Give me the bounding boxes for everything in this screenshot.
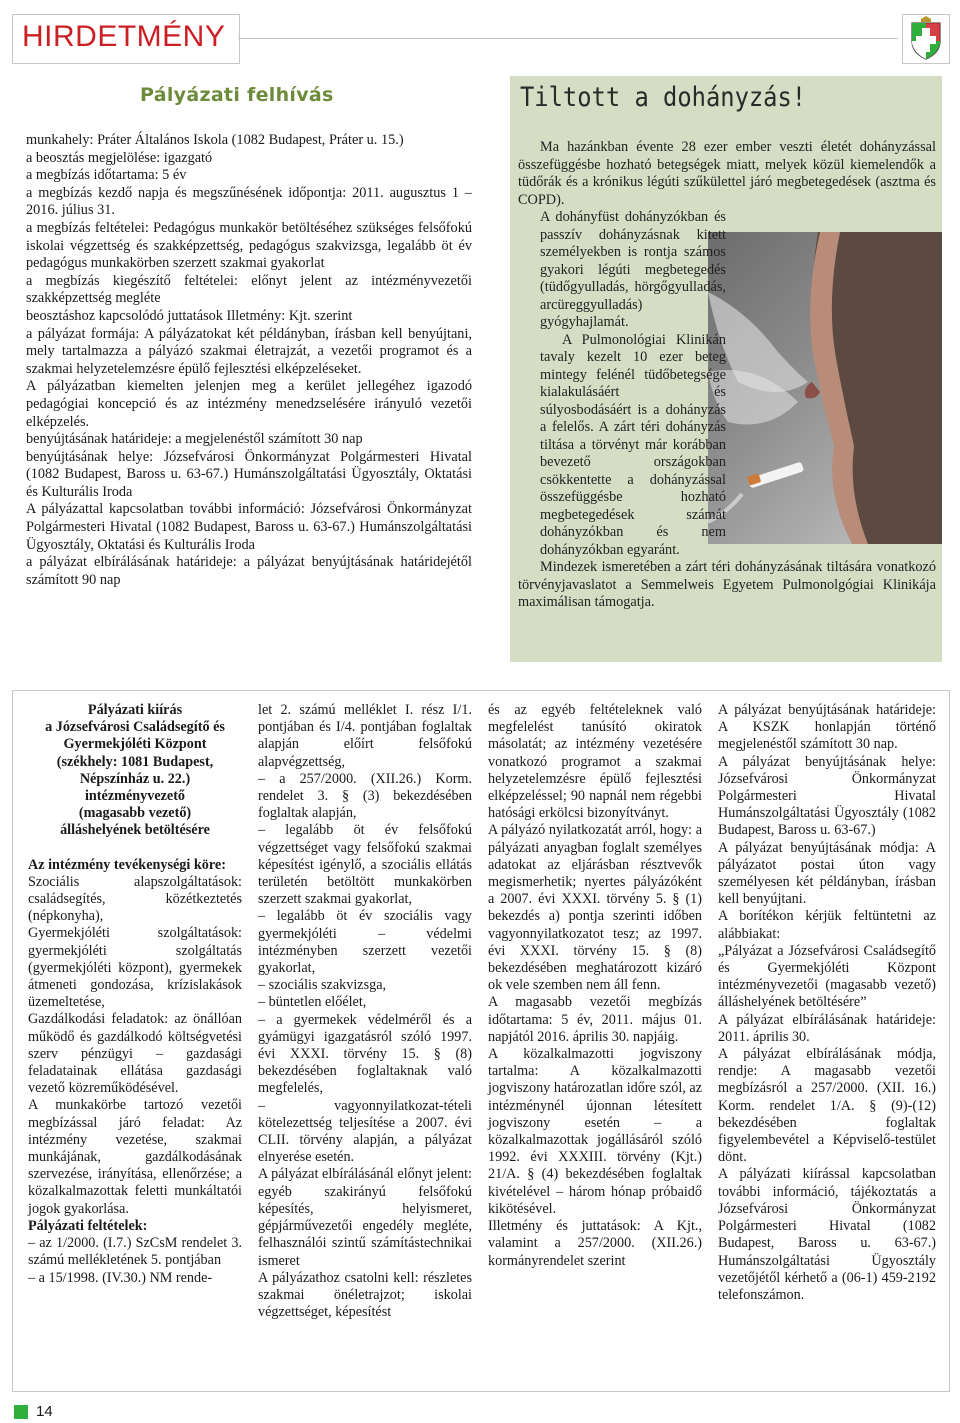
kiiras-column-3 (488, 702, 702, 1270)
palyazat-paragraph: a megbízás időtartama: 5 év (26, 167, 187, 184)
palyazat-paragraph: benyújtásának határideje: a megjelenéstől számított 30 nap (26, 431, 363, 448)
tiltott-paragraph: Ma hazánkban évente 28 ezer ember veszti életét dohányzással összefüggésbe hozható betegségek miatt, melyek közül kiemelendők a tüdőrák és a krónikus légúti szűkülettel járó megbetegedések (asztma és COPD). (518, 139, 936, 208)
palyazat-paragraph: munkahely: Práter Általános Iskola (1082 Budapest, Práter u. 15.) (26, 132, 404, 148)
kiiras-paragraph: A pályázat elbírálásának határideje: 2011. április 30. (718, 1011, 936, 1045)
palyazat-paragraph: A pályázattal kapcsolatban további információ: Józsefvárosi Önkormányzat Polgármesteri Hivatal (1082 Budapest, Baross u. 63-67.) Humánszolgáltatási Ügyosztály, Oktatási és Kulturális Iroda (26, 501, 472, 553)
palyazat-paragraph: a megbízás kiegészítő feltételei: előnyt jelent az intézményvezetői szakképzettség megléte (26, 272, 472, 307)
palyazat-paragraph: a megbízás feltételei: Pedagógus munkakör betöltéséhez szükséges felsőfokú iskolai végzettség és szakképzettség, pedagógus szakvizsga, legalább öt év pedagógus munkakörben szerzett szakmai gyakorlat (26, 219, 472, 272)
kiiras-paragraph: A pályázathoz csatolni kell: részletes szakmai önéletrajzot; iskolai végzettséget, képesítést (258, 1269, 472, 1321)
kiiras-paragraph: A magasabb vezetői megbízás időtartama: 5 év, 2011. május 01. napjától 2016. április 30. napjáig. (488, 994, 702, 1045)
palyazat-paragraph: a beosztás megjelölése: igazgató (26, 149, 213, 166)
kiiras-heading-line: (magasabb vezető) (78, 805, 192, 822)
kiiras-paragraph: Gazdálkodási feladatok: az önállóan működő és gazdálkodó költségvetési szerv pénzügyi – gazdasági feladatainak ellátása gazdasági vezető közreműködésével. (28, 1011, 242, 1097)
palyazat-paragraph: beosztáshoz kapcsolódó juttatások Illetmény: Kjt. szerint (26, 307, 353, 324)
kiiras-paragraph: Az intézmény tevékenységi köre: (28, 856, 226, 873)
kiiras-paragraph: A munkakörbe tartozó vezetői megbízással járó feladat: Az intézmény vezetése, szakmai munkájának, gazdálkodásának szervezése, irányítása, ellenőrzése; a közalkalmazottak feletti munkáltatói jogok gyakorlása. (28, 1097, 242, 1217)
kiiras-paragraph: A pályázat elbírálásánál előnyt jelent: egyéb szakirányú felsőfokú képesítés, helyismeret, gépjárművezetői engedély megléte, felhasználói szintű számítástechnikai ismeret (258, 1166, 472, 1269)
kiiras-heading-line: álláshelyének betöltésére (60, 822, 210, 839)
kiiras-paragraph: Szociális alapszolgáltatások: családsegítés, közétkeztetés (népkonyha), (28, 873, 242, 925)
kiiras-paragraph: A borítékon kérjük feltüntetni az alábbiakat: (718, 908, 936, 942)
kiiras-paragraph: és az egyéb feltételeknek való megfelelést tanúsító okiratok másolatát; az intézmény vezetésére vonatkozó programot a szakmai helyzetelemzésre épülő fejlesztési elképzeléssel; 90 napnál nem régebbi hatósági erkölcsi bizonyítványt. (488, 702, 702, 822)
page-title: HIRDETMÉNY (22, 20, 226, 53)
kiiras-column-1 (28, 702, 242, 1287)
kiiras-heading-line: a Józsefvárosi Családsegítő és Gyermekjóléti Központ (45, 719, 225, 753)
palyazat-body (26, 132, 472, 589)
kiiras-paragraph: A pályázati kiírással kapcsolatban további információ, tájékoztatás a Józsefvárosi Önkormányzat Polgármesteri Hivatal (1082 Budapest, Baross u. 63-67.) Humánszolgáltatási Ügyosztály vezetőjétől kérhető a (06-1) 459-2192 telefonszámon. (718, 1166, 936, 1303)
tiltott-body (518, 139, 936, 612)
kiiras-paragraph: – büntetlen előélet, (258, 994, 367, 1011)
kiiras-paragraph: let 2. számú melléklet I. rész I/1. pontjában és I/4. pontjában foglaltak alapján előírt felsőfokú alapvégzettség, (258, 702, 472, 770)
palyazat-paragraph: a pályázat formája: A pályázatokat két példányban, írásban kell benyújtani, mely tartalmazza a pályázó szakmai életrajzát, a vezetői programot és a szakmai helyzetelemzésre épülő fejlesztési elképzeléseket. (26, 325, 472, 377)
kiiras-paragraph: A pályázat elbírálásának módja, rendje: A magasabb vezetői megbízásról a 257/2000. (XII. 16.) Korm. rendelet 1/A. § (9)-(12) bekezdésében foglaltak figyelembevétel a Képviselő-testület dönt. (718, 1046, 936, 1166)
kiiras-paragraph: A közalkalmazotti jogviszony tartalma: A közalkalmazotti jogviszony határozatlan időre szól, az intézménynél újonnan létesített jogviszony esetén – a közalkalmazottak jogállásáról szóló 1992. évi XXXIII. törvény (Kjt.) 21/A. § (4) bekezdésében foglaltak kivételével – három hónap próbaidő kikötésével. (488, 1046, 702, 1217)
kiiras-paragraph: Pályázati feltételek: (28, 1217, 148, 1234)
tiltott-paragraph: Mindezek ismeretében a zárt téri dohányzásának tiltására vonatkozó törvényjavaslatot a Semmelweis Egyetem Pulmonolgógiai Klinikája maximálisan támogatja. (518, 559, 936, 610)
kiiras-paragraph: A pályázat benyújtásának helye: Józsefvárosi Önkormányzat Polgármesteri Hivatal Humánszolgáltatási Ügyosztály (1082 Budapest, Baross u. 63-67.) (718, 753, 936, 839)
kiiras-heading-line: (székhely: 1081 Budapest, Népszínház u. 22.) (56, 753, 214, 787)
page-marker-icon (14, 1405, 28, 1419)
tiltott-paragraph (518, 332, 936, 560)
kiiras-paragraph: A pályázat benyújtásának határideje: A KSZK honlapján történő megjelenéstől számított 30 nap. (718, 702, 936, 753)
kiiras-paragraph: A pályázó nyilatkozatát arról, hogy: a pályázati anyagban foglalt személyes adatokat az eljárásban résztvevők megismerhetik; nyertes pályázóként a 2007. évi XXXI. törvény 5. § (1) bekezdés a) pontja szerinti időben vagyonnyilatkozatot tesz; az 1997. évi XXXI. törvény 15. § (8) bekezdésében meghatározott kizáró ok vele szemben nem áll fenn. (488, 822, 702, 994)
kiiras-paragraph: – vagyonnyilatkozat-tételi kötelezettség teljesítése a 2007. évi CLII. törvény alapján, a pályázat elnyerése esetén. (258, 1097, 472, 1166)
page-number: 14 (36, 1403, 53, 1420)
logo-box (902, 14, 950, 64)
palyazat-paragraph: a pályázat elbírálásának határideje: a pályázat benyújtásának határidejétől számított 90 nap (26, 554, 472, 588)
header-rule (238, 38, 898, 39)
kiiras-column-2 (258, 702, 472, 1321)
kiiras-paragraph: – legalább öt év szociális vagy gyermekjóléti – védelmi intézményben szerzett vezetői gyakorlat, (258, 908, 472, 977)
kiiras-paragraph: – a 15/1998. (IV.30.) NM rende- (28, 1269, 213, 1286)
spacer (28, 840, 242, 857)
kiiras-paragraph: Illetmény és juttatások: A Kjt., valamint a 257/2000. (XII.26.) kormányrendelet szerint (488, 1218, 702, 1269)
palyazat-heading: Pályázati felhívás (140, 84, 334, 106)
palyazat-paragraph: benyújtásának helye: Józsefvárosi Önkormányzat Polgármesteri Hivatal (1082 Budapest, Baross u. 63-67.) Humánszolgáltatási Ügyosztály, Oktatási és Kulturális Iroda (26, 448, 472, 500)
kiiras-paragraph: – szociális szakvizsga, (258, 977, 387, 994)
tiltott-paragraph (518, 209, 936, 332)
palyazat-paragraph: A pályázatban kiemelten jelenjen meg a kerület jellegéhez igazodó pedagógiai koncepció és az intézmény menedzselésére irányuló vezetői elképzelés. (26, 378, 472, 430)
kiiras-heading-line: Pályázati kiírás (87, 702, 183, 718)
kiiras-paragraph: – a gyermekek védelméről és a gyámügyi igazgatásról szóló 1997. évi XXXI. törvény 15. § (8) bekezdésében foglaltaknak való megfelelés, (258, 1011, 472, 1097)
tiltott-heading: Tiltott a dohányzás! (520, 82, 807, 113)
kiiras-column-4 (718, 702, 936, 1304)
kiiras-paragraph: Gyermekjóléti szolgáltatások: gyermekjóléti szolgáltatás (gyermekjóléti központ), gyermekek átmeneti gondozása, krízislakások üzemeltetése, (28, 925, 242, 1011)
coat-of-arms-icon (903, 15, 949, 63)
kiiras-paragraph: – a 257/2000. (XII.26.) Korm. rendelet 3. § (3) bekezdésében foglaltak alapján, (258, 770, 472, 822)
kiiras-paragraph: – legalább öt év felsőfokú végzettséget vagy felsőfokú szakmai képesítést igénylő, a szociális ellátás területén betöltött munkakörben szerzett szakmai gyakorlat, (258, 822, 472, 908)
kiiras-paragraph: – az 1/2000. (I.7.) SzCsM rendelet 3. számú mellékletének 5. pontjában (28, 1235, 242, 1269)
tiltott-paragraph-text: A dohányfüst dohányzókban és passzív dohányzásnak kitett személyekben is rontja számos gyakori légúti megbetegedés (tüdőgyulladás, hörgőgyulladás, arcüreggyulladás) gyógyhajlamát. (540, 209, 726, 330)
tiltott-paragraph-text: A Pulmonológiai Klinikán tavaly kezelt 10 ezer beteg mintegy felénél tüdőbetegsége kialakulásáért és súlyosbodásáért is a dohányzás a felelős. A zárt téri dohányzás tiltása a törvényt már korábban bevezető országokban csökkentette a dohányzással összefüggésbe hozható megbetegedések számát dohányzókban és nem dohányzókban egyaránt. (540, 331, 726, 558)
kiiras-heading-line: intézményvezető (84, 788, 186, 805)
kiiras-paragraph: A pályázat benyújtásának módja: A pályázatot postai úton vagy személyesen két példányban, írásban kell benyújtani. (718, 839, 936, 908)
kiiras-paragraph: „Pályázat a Józsefvárosi Családsegítő és Gyermekjóléti Központ intézményvezetői (magasabb vezető) álláshelyének betöltésére” (718, 942, 936, 1011)
palyazat-paragraph: a megbízás kezdő napja és megszűnésének időpontja: 2011. augusztus 1 – 2016. július 31. (26, 184, 472, 219)
